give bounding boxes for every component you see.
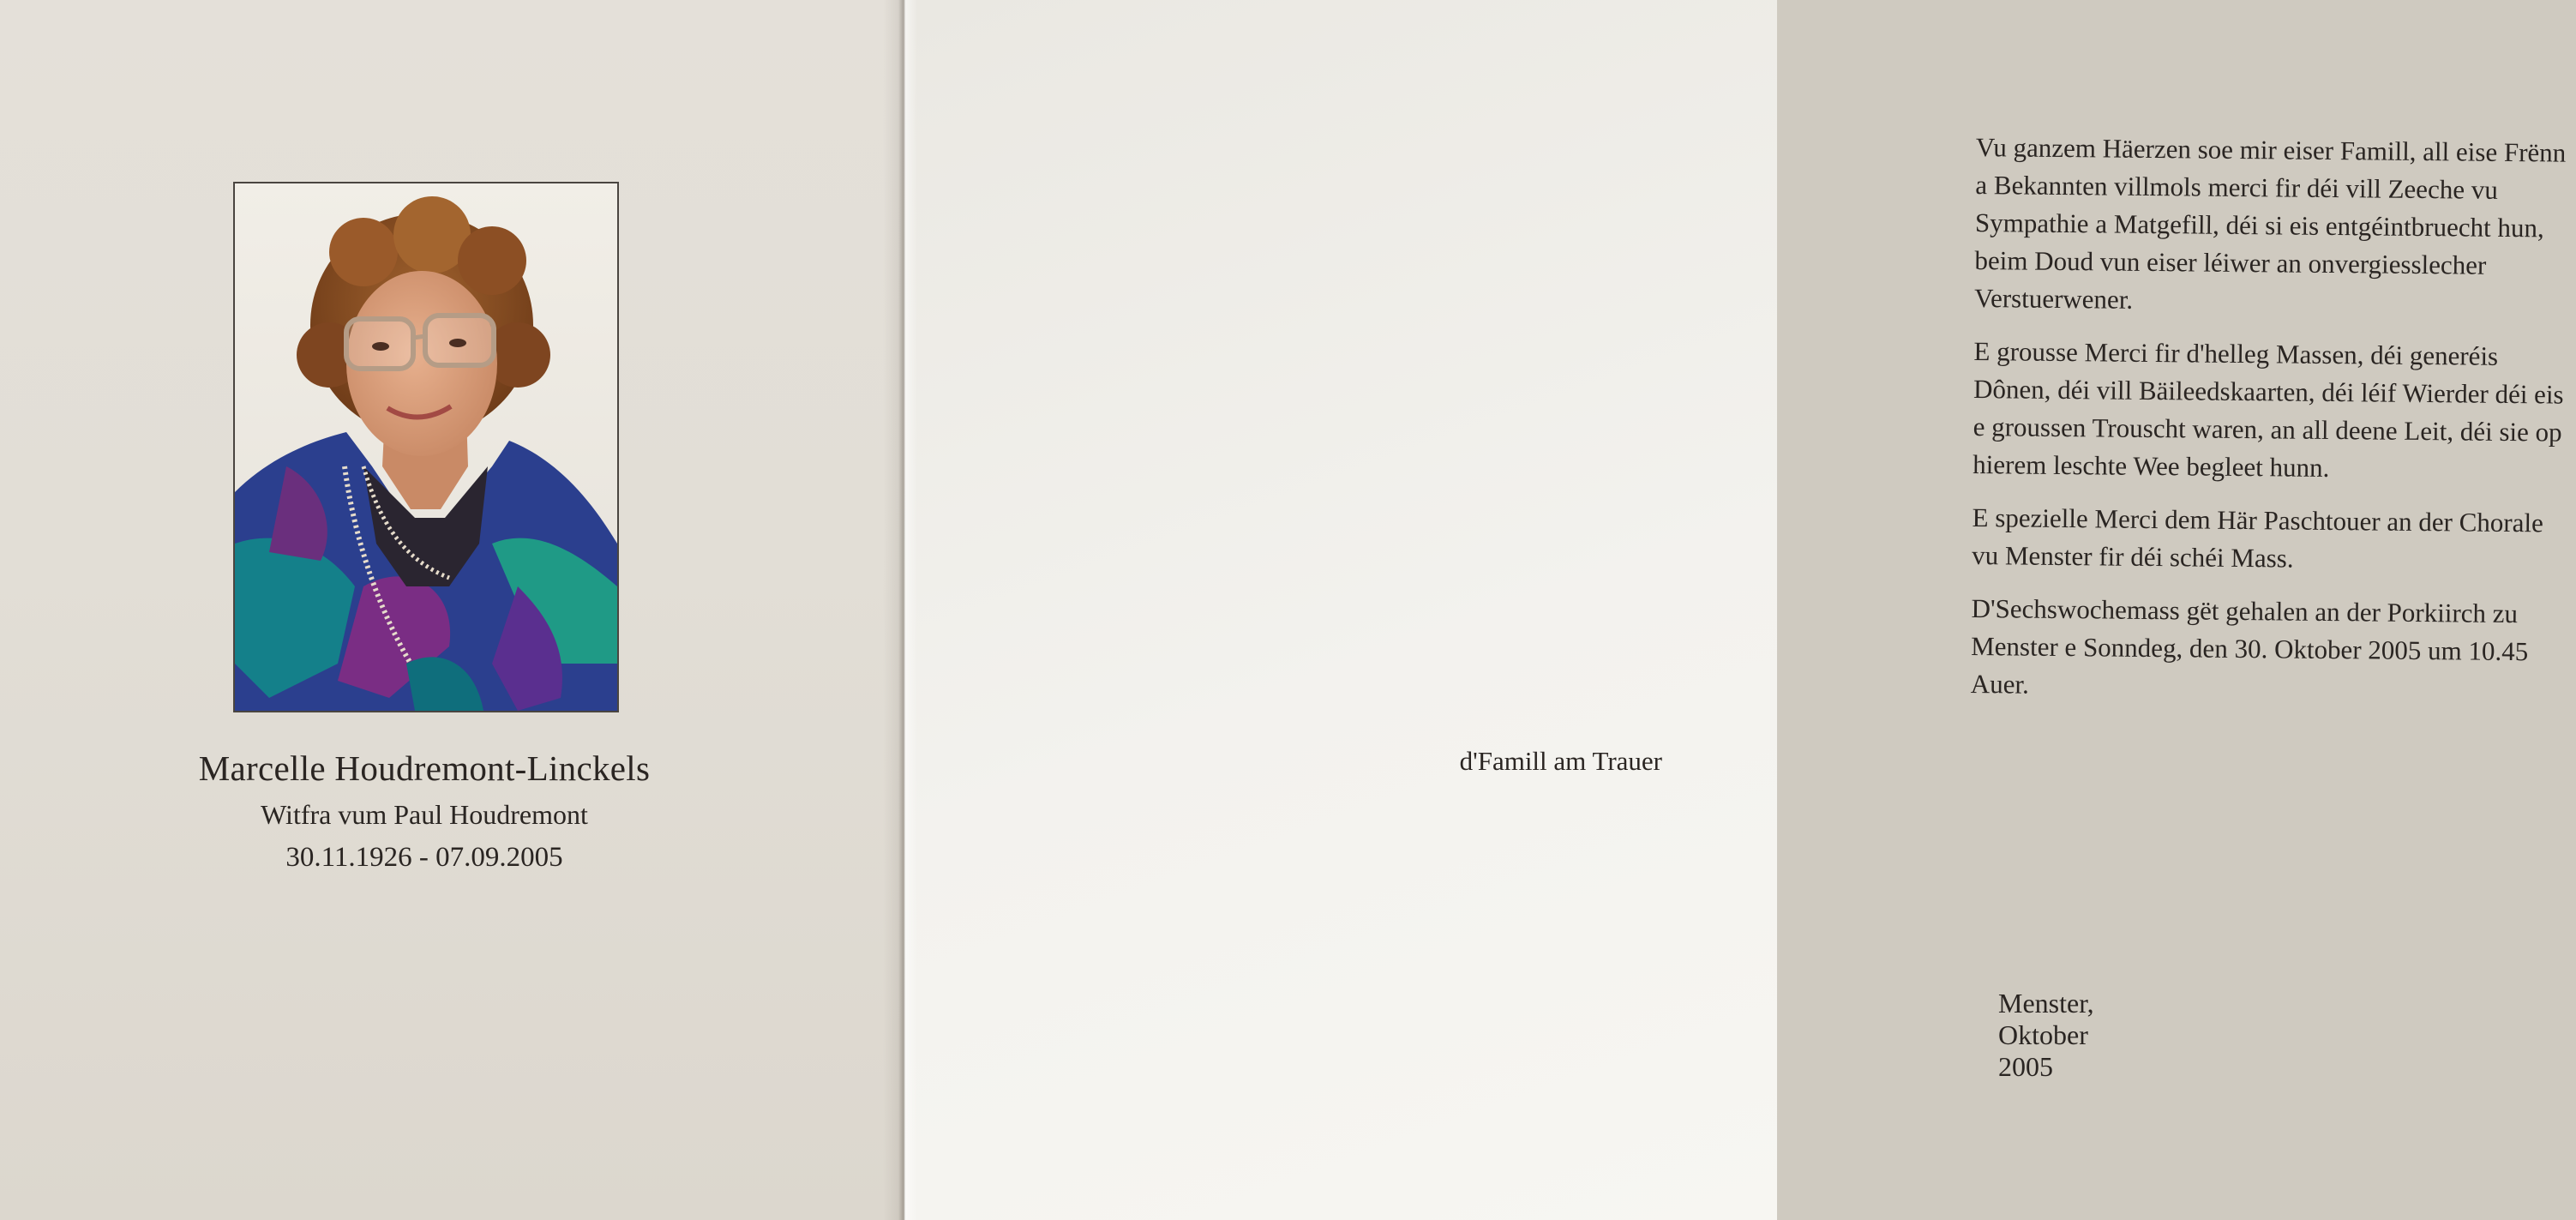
paragraph-chorale: E spezielle Merci dem Här Paschtouer an der Chorale vu Menster fir déi schéi Mass. [1972, 502, 2544, 574]
deceased-name: Marcelle Houdremont-Linckels [198, 748, 651, 788]
widow-subtitle: Witfra vum Paul Houdremont [261, 799, 588, 830]
left-page [0, 0, 904, 1220]
paragraph-sechswochemass: D'Sechswochemass gët gehalen an der Porkiirch zu Menster e Sonndeg, den 30. Oktober 2005 um 10.45 Auer. [1970, 592, 2529, 700]
paragraph-masses: E grousse Merci fir d'helleg Massen, déi generéis Dônen, déi vill Bäileedskaarten, déi léif Wierder déi eis e groussen Trouscht waren, an all deene Leit, déi sie op hierem leschte Wee begleet hunn. [1973, 335, 2564, 483]
portrait-photo [233, 182, 619, 712]
card-fold [883, 0, 917, 1220]
life-dates: 30.11.1926 - 07.09.2005 [285, 842, 563, 873]
family-signature: d'Famill am Trauer [1459, 746, 1662, 776]
place-date: Menster, Oktober 2005 [1998, 988, 2094, 1082]
portrait-illustration [235, 183, 617, 711]
thank-you-text [1970, 129, 2576, 724]
right-page [904, 0, 2567, 1220]
paragraph-thanks: Vu ganzem Häerzen soe mir eiser Famill, all eise Frënn a Bekannten villmols merci fir déi vill Zeeche vu Sympathie a Matgefill, déi si eis entgéintbruecht hun, beim Doud vun eiser léiwer an onvergiesslecher Verstuerwener. [1973, 131, 2567, 315]
